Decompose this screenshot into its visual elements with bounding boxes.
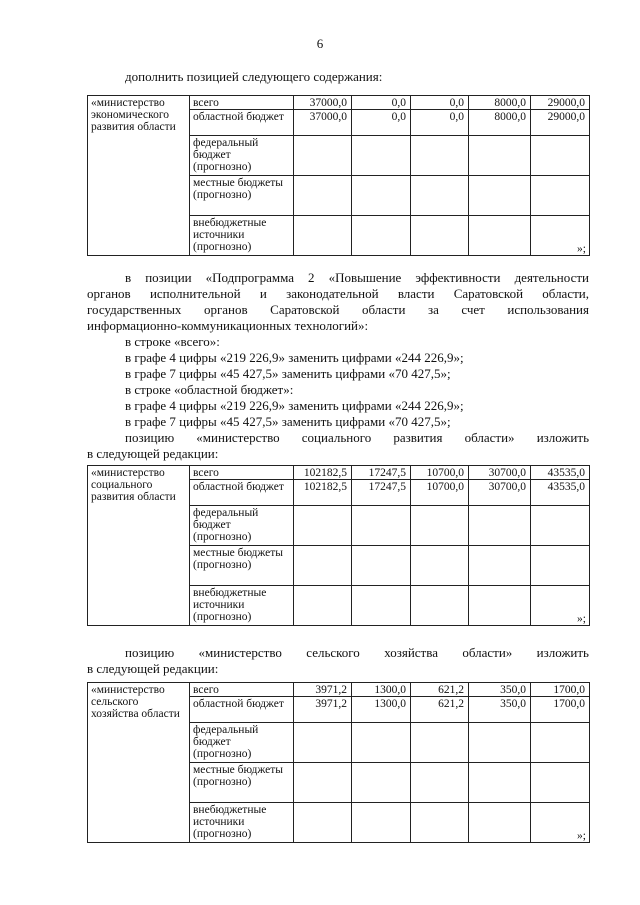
value-cell [294,763,352,803]
value-cell: 621,2 [411,683,469,697]
value-cell [469,803,531,843]
value-cell: 17247,5 [352,480,411,506]
value-cell: 30700,0 [469,466,531,480]
value-cell: 1700,0 [531,683,590,697]
value-cell [411,803,469,843]
closing-quote: »; [531,803,590,843]
value-cell [469,176,531,216]
row-label: федеральный бюджет (прогнозно) [190,506,294,546]
value-cell: 3971,2 [294,683,352,697]
row-label: федеральный бюджет (прогнозно) [190,136,294,176]
value-cell [531,763,590,803]
owner-cell: «министерство экономического развития области [88,96,190,256]
value-cell: 1300,0 [352,697,411,723]
value-cell [294,506,352,546]
para3-line2: в следующей редакции: [87,661,219,676]
value-cell [531,723,590,763]
owner-cell: «министерство сельского хозяйства области [88,683,190,843]
row-label: всего [190,683,294,697]
value-cell [531,506,590,546]
para1-line4: информационно-коммуникационных технологий»: [87,318,369,333]
owner-cell: «министерство социального развития области [88,466,190,626]
row-label: всего [190,466,294,480]
value-cell [411,723,469,763]
value-cell [531,176,590,216]
row-label: местные бюджеты (прогнозно) [190,176,294,216]
budget-table-economic-development [87,95,590,256]
value-cell: 17247,5 [352,466,411,480]
row-label: местные бюджеты (прогнозно) [190,763,294,803]
para1-line2: органов исполнительной и законодательной власти Саратовской области, [87,286,589,301]
value-cell: 621,2 [411,697,469,723]
closing-quote: »; [531,586,590,626]
value-cell: 0,0 [411,110,469,136]
para2-line2: в следующей редакции: [87,446,219,461]
row-label: областной бюджет [190,110,294,136]
table-row [88,683,590,697]
value-cell [294,136,352,176]
value-cell [352,803,411,843]
closing-quote: »; [531,216,590,256]
budget-table-social-development [87,465,590,626]
value-cell: 43535,0 [531,480,590,506]
value-cell: 0,0 [352,110,411,136]
row-label: всего [190,96,294,110]
value-cell: 10700,0 [411,480,469,506]
value-cell: 3971,2 [294,697,352,723]
instruction-6: в графе 7 цифры «45 427,5» заменить цифрами «70 427,5»; [125,414,451,429]
instruction-1: в строке «всего»: [125,334,220,349]
para2-line1: позицию «министерство социального развития области» изложить [125,430,589,445]
value-cell [294,176,352,216]
row-label: внебюджетные источники (прогнозно) [190,216,294,256]
value-cell [469,506,531,546]
value-cell: 1300,0 [352,683,411,697]
value-cell [294,723,352,763]
value-cell: 350,0 [469,697,531,723]
budget-table-agriculture [87,682,590,843]
instruction-3: в графе 7 цифры «45 427,5» заменить цифрами «70 427,5»; [125,366,451,381]
row-label: внебюджетные источники (прогнозно) [190,803,294,843]
instruction-5: в графе 4 цифры «219 226,9» заменить цифрами «244 226,9»; [125,398,464,413]
value-cell [411,586,469,626]
table-row [88,96,590,110]
intro-text: дополнить позицией следующего содержания: [125,69,383,84]
value-cell: 0,0 [411,96,469,110]
value-cell: 30700,0 [469,480,531,506]
value-cell [411,136,469,176]
value-cell: 102182,5 [294,466,352,480]
page-number: 6 [316,36,324,51]
value-cell [411,763,469,803]
value-cell [469,136,531,176]
value-cell [469,763,531,803]
value-cell [411,506,469,546]
value-cell [294,216,352,256]
value-cell [469,216,531,256]
instruction-4: в строке «областной бюджет»: [125,382,294,397]
value-cell [469,723,531,763]
value-cell [294,546,352,586]
value-cell [352,136,411,176]
value-cell [411,176,469,216]
value-cell: 37000,0 [294,110,352,136]
value-cell [531,136,590,176]
value-cell [411,216,469,256]
row-label: областной бюджет [190,697,294,723]
row-label: местные бюджеты (прогнозно) [190,546,294,586]
value-cell: 10700,0 [411,466,469,480]
value-cell [294,803,352,843]
para1-line3: государственных органов Саратовской области за счет использования [87,302,589,317]
value-cell: 43535,0 [531,466,590,480]
para1-line1: в позиции «Подпрограмма 2 «Повышение эффективности деятельности [125,270,589,285]
value-cell [352,546,411,586]
row-label: внебюджетные источники (прогнозно) [190,586,294,626]
value-cell: 8000,0 [469,96,531,110]
value-cell: 29000,0 [531,110,590,136]
value-cell [352,723,411,763]
value-cell: 0,0 [352,96,411,110]
value-cell [469,586,531,626]
value-cell: 37000,0 [294,96,352,110]
instruction-2: в графе 4 цифры «219 226,9» заменить цифрами «244 226,9»; [125,350,464,365]
value-cell [352,586,411,626]
value-cell [352,506,411,546]
value-cell [352,176,411,216]
value-cell: 29000,0 [531,96,590,110]
para3-line1: позицию «министерство сельского хозяйства области» изложить [125,645,589,660]
value-cell [294,586,352,626]
row-label: областной бюджет [190,480,294,506]
value-cell [531,546,590,586]
table-row [88,466,590,480]
value-cell: 1700,0 [531,697,590,723]
value-cell: 102182,5 [294,480,352,506]
value-cell [469,546,531,586]
row-label: федеральный бюджет (прогнозно) [190,723,294,763]
value-cell [411,546,469,586]
value-cell: 350,0 [469,683,531,697]
value-cell: 8000,0 [469,110,531,136]
value-cell [352,763,411,803]
value-cell [352,216,411,256]
